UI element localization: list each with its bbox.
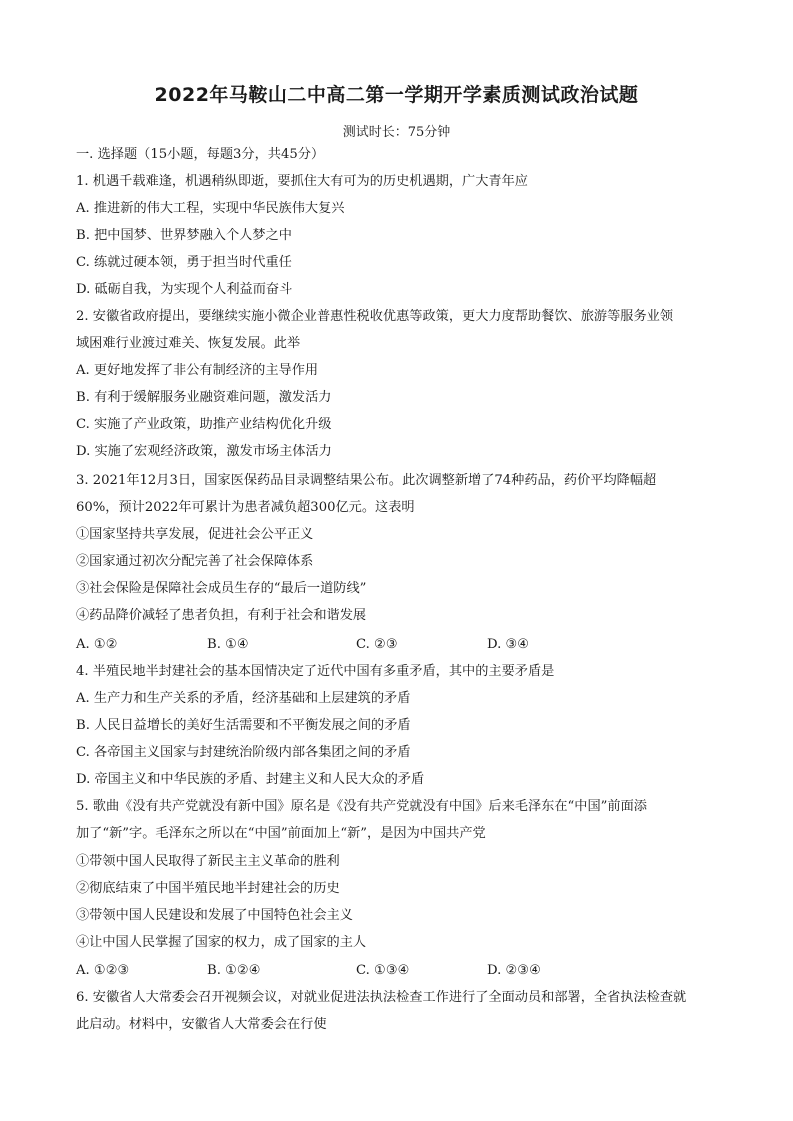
question-4-option-b: B. 人民日益增长的美好生活需要和不平衡发展之间的矛盾 (76, 718, 411, 733)
question-5-option-d: D. ②③④ (487, 963, 541, 978)
question-4-option-a: A. 生产力和生产关系的矛盾，经济基础和上层建筑的矛盾 (76, 691, 411, 706)
question-5-option-c: C. ①③④ (356, 963, 410, 978)
question-6-stem-line-2: 此启动。材料中，安徽省人大常委会在行使 (76, 1017, 327, 1032)
question-5-stem-line-1: 5. 歌曲《没有共产党就没有新中国》原名是《没有共产党就没有中国》后来毛泽东在“中国”前面添 (76, 799, 647, 814)
question-4-stem: 4. 半殖民地半封建社会的基本国情决定了近代中国有多重矛盾，其中的主要矛盾是 (76, 664, 555, 679)
exam-duration: 测试时长：75分钟 (342, 125, 451, 140)
question-3-statement-1: ①国家坚持共享发展，促进社会公平正义 (76, 527, 314, 542)
question-4-option-c: C. 各帝国主义国家与封建统治阶级内部各集团之间的矛盾 (76, 745, 411, 760)
question-1-option-d: D. 砥砺自我，为实现个人利益而奋斗 (76, 282, 293, 297)
question-3-option-b: B. ①④ (207, 637, 249, 652)
question-3-option-a: A. ①② (76, 637, 118, 652)
question-5-statement-4: ④让中国人民掌握了国家的权力，成了国家的主人 (76, 935, 367, 950)
question-1-option-c: C. 练就过硬本领，勇于担当时代重任 (76, 255, 292, 270)
section-heading: 一. 选择题（15小题，每题3分，共45分） (76, 147, 325, 162)
question-2-stem-line-1: 2. 安徽省政府提出，要继续实施小微企业普惠性税收优惠等政策，更大力度帮助餐饮、旅游等服务业领 (76, 309, 674, 324)
question-3-options (76, 636, 726, 653)
question-6-stem-line-1: 6. 安徽省人大常委会召开视频会议，对就业促进法执法检查工作进行了全面动员和部署，全省执法检查就 (76, 990, 687, 1005)
question-1-option-b: B. 把中国梦、世界梦融入个人梦之中 (76, 228, 292, 243)
question-1-stem: 1. 机遇千载难逢，机遇稍纵即逝，要抓住大有可为的历史机遇期，广大青年应 (76, 174, 528, 189)
exam-title: 2022年马鞍山二中高二第一学期开学素质测试政治试题 (154, 84, 639, 106)
question-4-option-d: D. 帝国主义和中华民族的矛盾、封建主义和人民大众的矛盾 (76, 772, 425, 787)
question-3-option-d: D. ③④ (487, 637, 530, 652)
question-5-statement-3: ③带领中国人民建设和发展了中国特色社会主义 (76, 908, 353, 923)
question-3-option-c: C. ②③ (356, 637, 398, 652)
question-5-option-b: B. ①②④ (207, 963, 261, 978)
question-3-stem-line-2: 60%，预计2022年可累计为患者减负超300亿元。这表明 (76, 500, 415, 515)
question-2-option-b: B. 有利于缓解服务业融资难问题，激发活力 (76, 390, 332, 405)
question-3-statement-4: ④药品降价减轻了患者负担，有利于社会和谐发展 (76, 608, 367, 623)
question-5-options (76, 962, 726, 979)
question-1-option-a: A. 推进新的伟大工程，实现中华民族伟大复兴 (76, 201, 345, 216)
question-2-option-d: D. 实施了宏观经济政策，激发市场主体活力 (76, 444, 332, 459)
question-5-statement-2: ②彻底结束了中国半殖民地半封建社会的历史 (76, 881, 340, 896)
question-2-option-a: A. 更好地发挥了非公有制经济的主导作用 (76, 363, 319, 378)
question-2-stem-line-2: 域困难行业渡过难关、恢复发展。此举 (76, 336, 301, 351)
question-3-statement-2: ②国家通过初次分配完善了社会保障体系 (76, 554, 314, 569)
question-5-stem-line-2: 加了“新”字。毛泽东之所以在“中国”前面加上“新”，是因为中国共产党 (76, 826, 486, 841)
question-3-statement-3: ③社会保险是保障社会成员生存的“最后一道防线” (76, 581, 367, 596)
question-5-statement-1: ①带领中国人民取得了新民主主义革命的胜利 (76, 854, 340, 869)
question-5-option-a: A. ①②③ (76, 963, 130, 978)
question-3-stem-line-1: 3. 2021年12月3日，国家医保药品目录调整结果公布。此次调整新增了74种药品，药价平均降幅超 (76, 473, 657, 488)
question-2-option-c: C. 实施了产业政策，助推产业结构优化升级 (76, 417, 332, 432)
